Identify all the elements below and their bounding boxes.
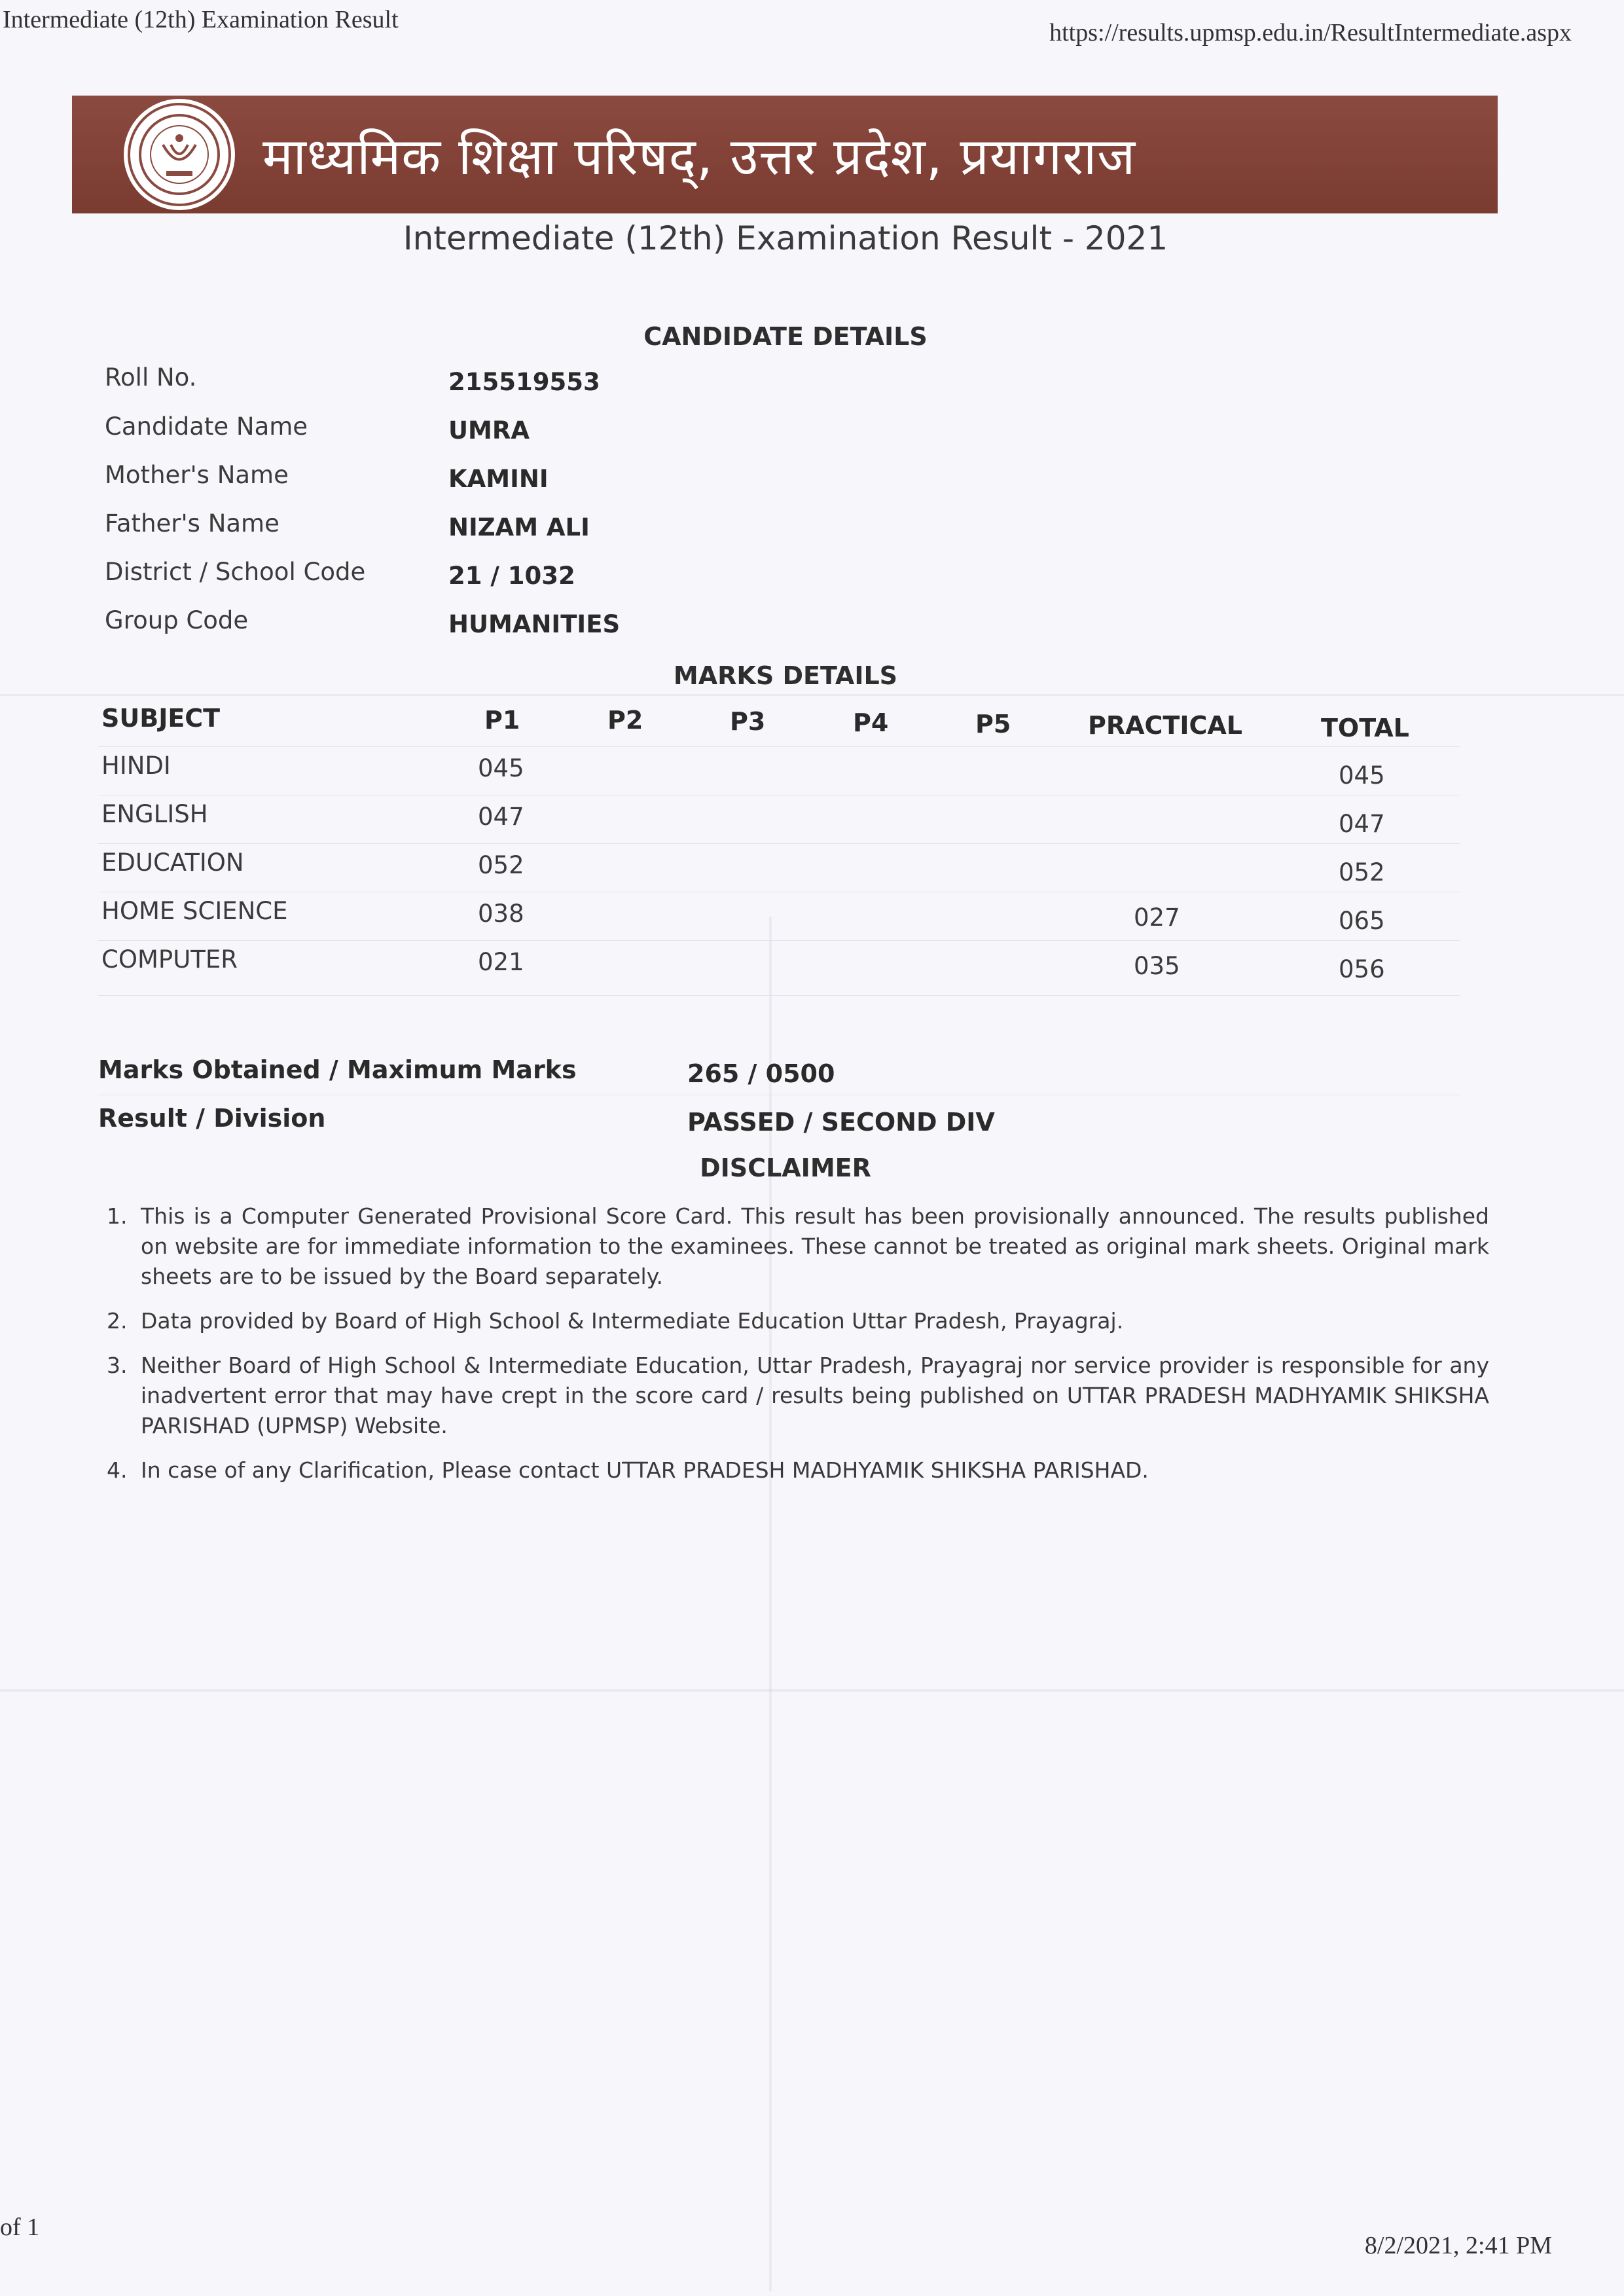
row-total: 047 [1339, 810, 1385, 838]
exam-title: Intermediate (12th) Examination Result - 2021 [403, 219, 1168, 257]
print-datetime: 8/2/2021, 2:41 PM [1364, 2232, 1552, 2259]
marks-obtained-value: 265 / 0500 [687, 1059, 835, 1088]
row-p1: 045 [478, 754, 524, 782]
candidate-name-label: Candidate Name [105, 412, 308, 441]
row-divider [98, 746, 1460, 747]
disclaimer-item: 1. This is a Computer Generated Provisional Score Card. This result has been provisionally announced. The results published on website are for immediate information to the examinees. These cannot be treated as original mark sheets. Original mark sheets are to be issued by the Board separately. [134, 1201, 1489, 1292]
row-divider [98, 843, 1460, 844]
candidate-details-heading: CANDIDATE DETAILS [643, 322, 928, 351]
candidate-name-value: UMRA [448, 416, 530, 445]
group-code-label: Group Code [105, 606, 249, 634]
row-subject: HINDI [101, 752, 171, 780]
roll-no-label: Roll No. [105, 363, 197, 392]
row-subject: EDUCATION [101, 848, 244, 877]
row-total: 056 [1339, 955, 1385, 983]
col-p1: P1 [484, 706, 520, 735]
col-practical: PRACTICAL [1088, 711, 1242, 740]
board-banner [72, 96, 1498, 213]
disclaimer-heading: DISCLAIMER [700, 1154, 871, 1182]
row-p1: 038 [478, 900, 524, 928]
board-title: माध्यमिक शिक्षा परिषद्, उत्तर प्रदेश, प्रयागराज [262, 128, 1136, 187]
col-total: TOTAL [1321, 714, 1409, 742]
row-p1: 047 [478, 803, 524, 831]
print-header-title: Intermediate (12th) Examination Result [3, 6, 399, 33]
row-p1: 052 [478, 851, 524, 879]
row-practical: 027 [1134, 903, 1180, 932]
result-division-label: Result / Division [98, 1104, 326, 1133]
marks-details-heading: MARKS DETAILS [673, 661, 898, 690]
disclaimer-item: 2. Data provided by Board of High School & Intermediate Education Uttar Pradesh, Prayagraj. [134, 1306, 1489, 1336]
print-header-url: https://results.upmsp.edu.in/ResultIntermediate.aspx [1049, 19, 1572, 46]
col-p3: P3 [730, 707, 766, 736]
col-p4: P4 [853, 708, 889, 737]
row-total: 045 [1339, 761, 1385, 790]
father-name-value: NIZAM ALI [448, 513, 590, 541]
district-school-code-label: District / School Code [105, 558, 366, 586]
col-subject: SUBJECT [101, 704, 221, 733]
row-practical: 035 [1134, 952, 1180, 980]
row-total: 052 [1339, 858, 1385, 886]
disclaimer-list [98, 1201, 1489, 1500]
row-subject: HOME SCIENCE [101, 897, 288, 925]
paper-crease-horizontal [0, 1689, 1624, 1692]
row-p1: 021 [478, 948, 524, 976]
col-p2: P2 [607, 706, 643, 735]
mother-name-value: KAMINI [448, 465, 549, 493]
mother-name-label: Mother's Name [105, 461, 289, 489]
paper-crease-horizontal [0, 694, 1624, 696]
upmsp-emblem-icon [128, 103, 231, 206]
group-code-value: HUMANITIES [448, 610, 621, 638]
disclaimer-item: 4. In case of any Clarification, Please contact UTTAR PRADESH MADHYAMIK SHIKSHA PARISHAD. [134, 1455, 1489, 1485]
row-subject: COMPUTER [101, 945, 238, 974]
row-divider [98, 940, 1460, 941]
roll-no-value: 215519553 [448, 368, 600, 396]
father-name-label: Father's Name [105, 509, 280, 538]
row-divider [98, 995, 1460, 996]
row-total: 065 [1339, 907, 1385, 935]
result-division-value: PASSED / SECOND DIV [687, 1108, 995, 1137]
district-school-code-value: 21 / 1032 [448, 562, 575, 590]
row-subject: ENGLISH [101, 800, 208, 828]
col-p5: P5 [975, 710, 1011, 738]
disclaimer-item: 3. Neither Board of High School & Intermediate Education, Uttar Pradesh, Prayagraj nor service provider is responsible for any inadvertent error that may have crept in the score card / results being published on UTTAR PRADESH MADHYAMIK SHIKSHA PARISHAD (UPMSP) Website. [134, 1351, 1489, 1441]
marks-obtained-label: Marks Obtained / Maximum Marks [98, 1055, 577, 1084]
print-page-number: of 1 [0, 2214, 40, 2241]
